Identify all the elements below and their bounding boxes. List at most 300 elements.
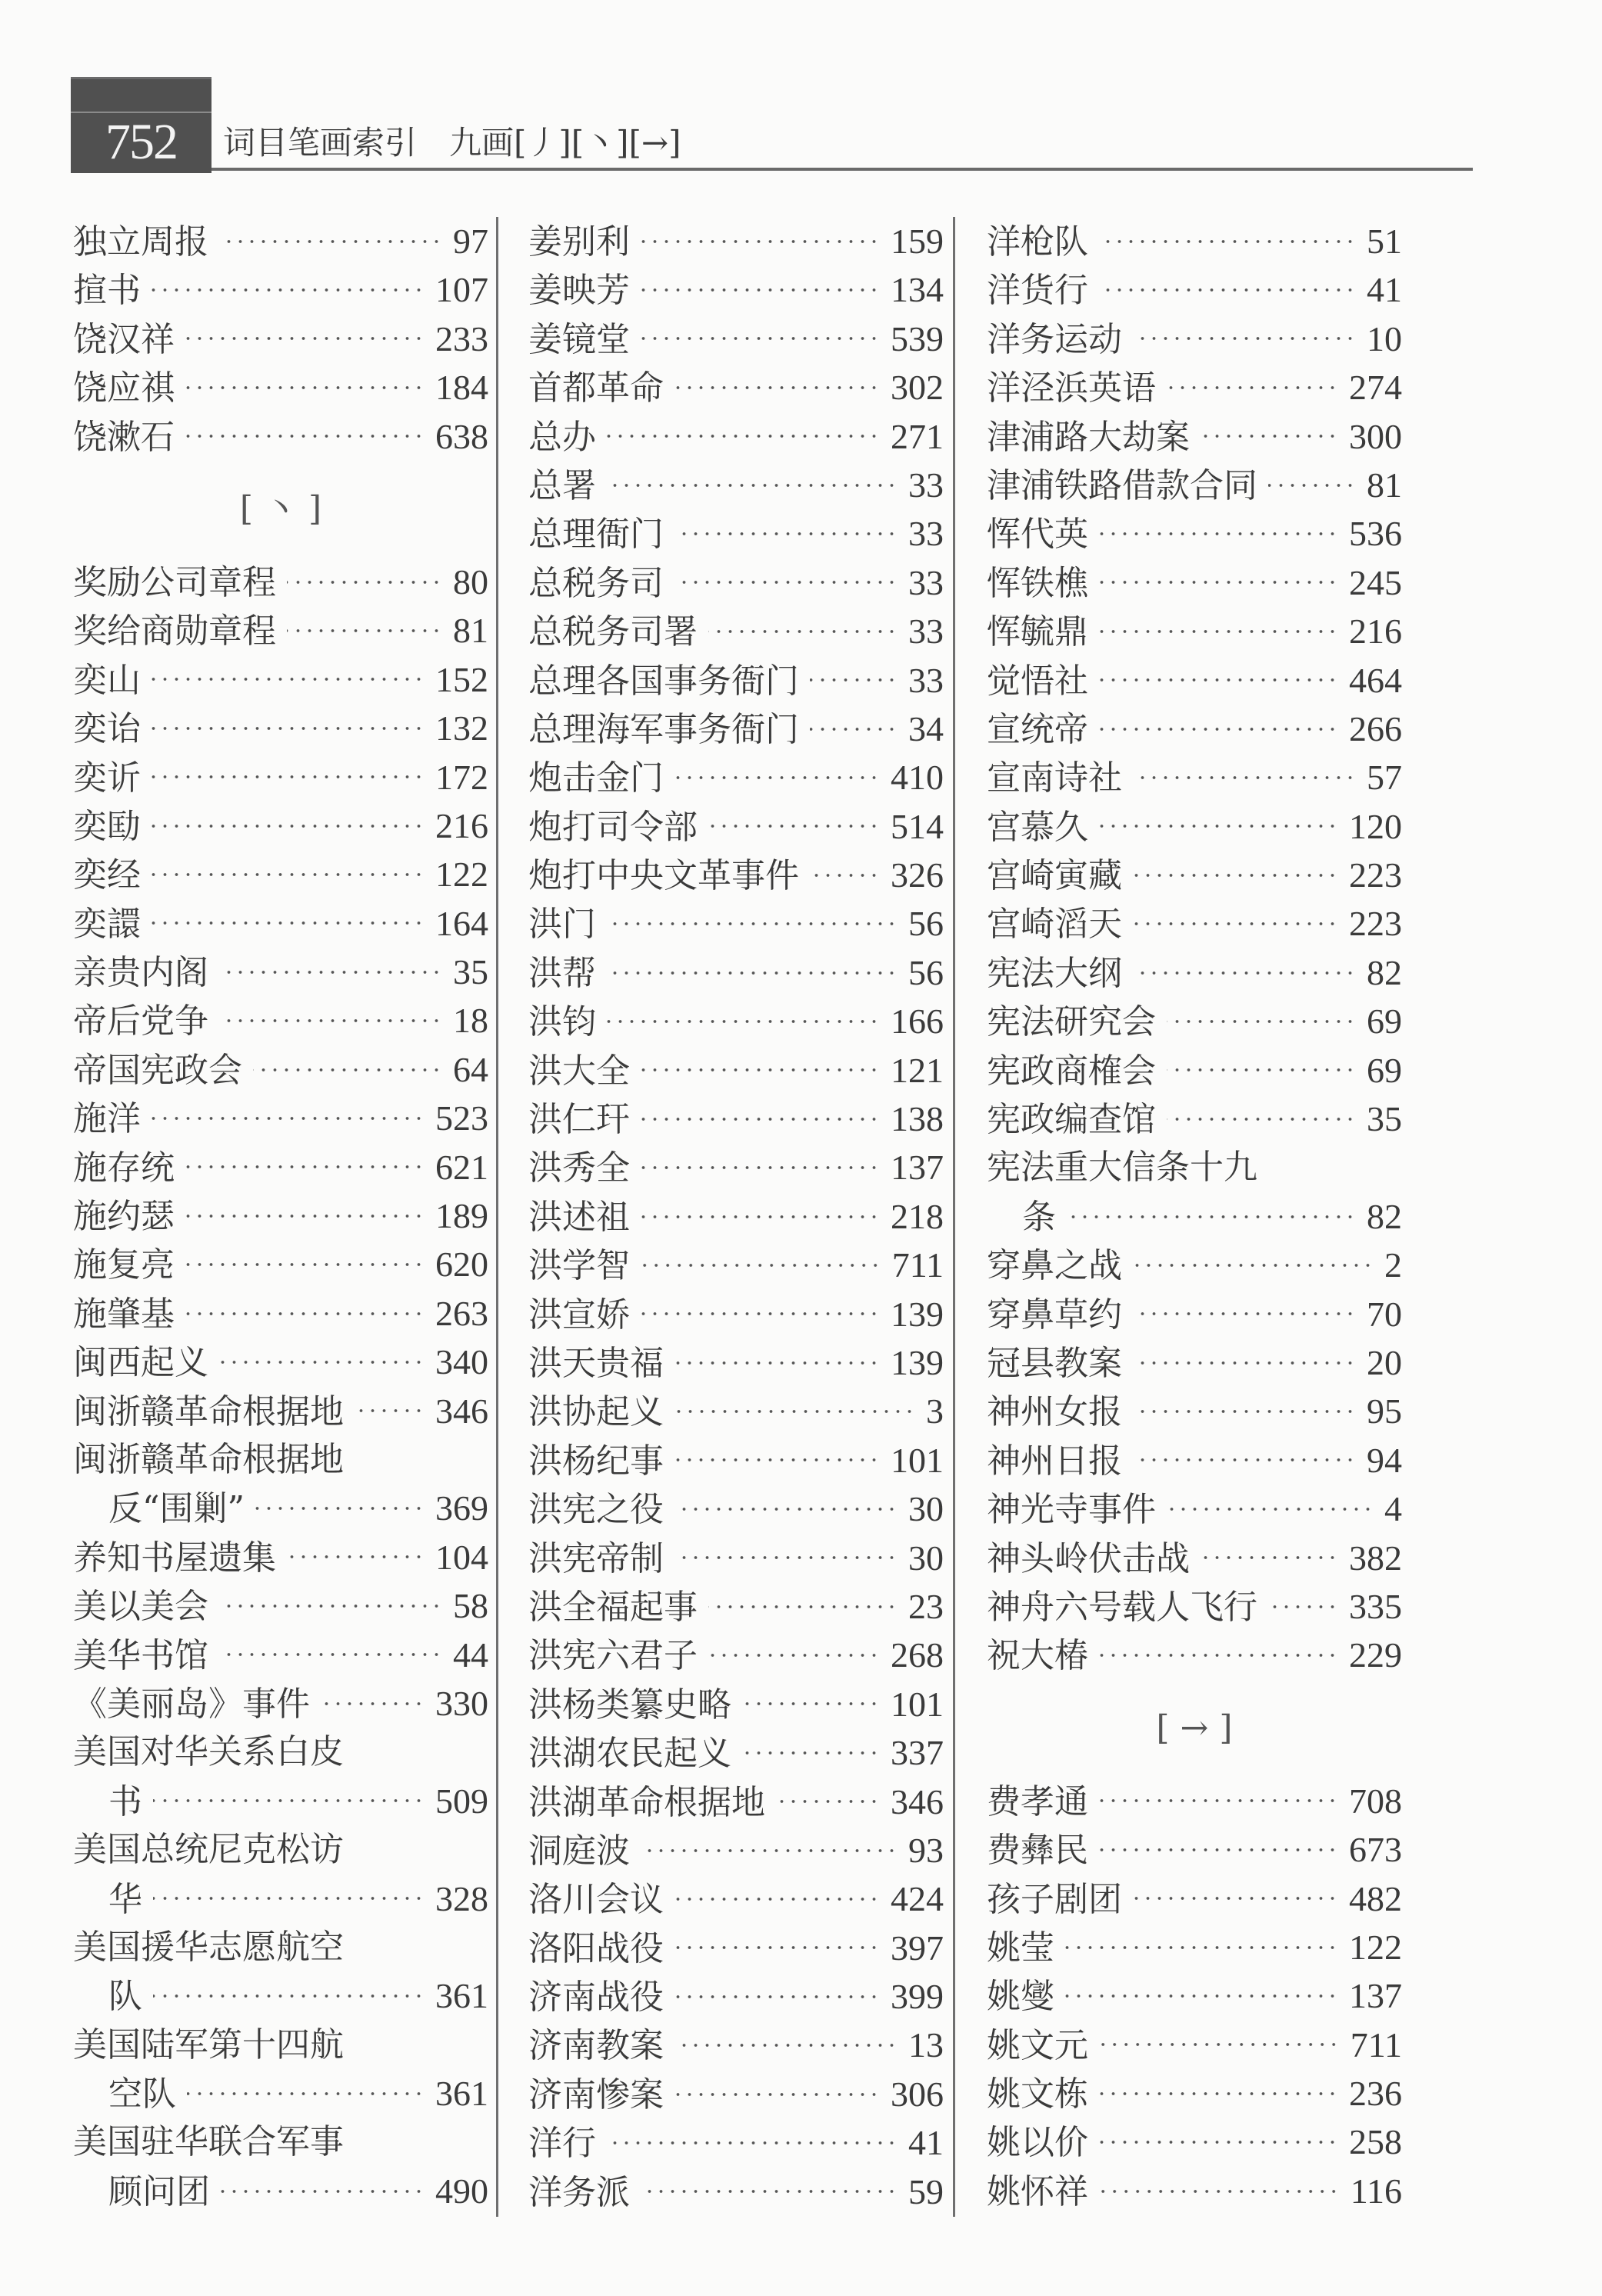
entry-term: 洋行 — [528, 2124, 596, 2164]
dot-leader — [1201, 432, 1338, 440]
entry-term: 《美丽岛》事件 — [73, 1684, 310, 1724]
entry-page-number: 172 — [435, 757, 488, 797]
index-entry — [73, 1191, 488, 1240]
dot-leader — [674, 2041, 898, 2049]
dot-leader — [641, 335, 880, 342]
entry-term: 孩子剧团 — [987, 1879, 1122, 1919]
entry-page-number: 509 — [435, 1781, 488, 1821]
header-rule — [211, 168, 1473, 171]
entry-page-number: 189 — [435, 1196, 488, 1236]
entry-page-number: 539 — [891, 318, 944, 358]
index-entry-wrapped-head — [987, 1143, 1402, 1191]
entry-page-number: 216 — [1349, 611, 1402, 651]
dot-leader — [674, 530, 898, 538]
index-entry — [987, 217, 1402, 265]
entry-page-number: 621 — [435, 1147, 488, 1187]
entry-term: 施存统 — [73, 1148, 175, 1188]
entry-page-number: 116 — [1350, 2171, 1402, 2211]
entry-page-number: 30 — [908, 1538, 944, 1578]
index-entry — [73, 996, 488, 1045]
index-entry — [73, 1045, 488, 1094]
dot-leader — [355, 1407, 425, 1415]
dot-leader — [185, 1163, 425, 1171]
entry-term: 洪大全 — [528, 1051, 630, 1091]
index-entry — [987, 607, 1402, 655]
dot-leader — [321, 1700, 425, 1708]
column-divider — [953, 217, 955, 2217]
entry-term: 奖励公司章程 — [73, 562, 276, 602]
entry-term: 津浦铁路借款合同 — [987, 465, 1257, 505]
dot-leader — [152, 919, 425, 927]
entry-term: 恽铁樵 — [987, 563, 1088, 603]
dot-leader — [187, 2090, 425, 2098]
index-entry — [528, 1095, 944, 1143]
entry-term: 奖给商勋章程 — [73, 611, 276, 651]
index-entry — [528, 412, 944, 461]
dot-leader — [152, 871, 425, 878]
entry-term: 总理衙门 — [528, 515, 664, 555]
entry-term: 神州日报 — [987, 1441, 1122, 1481]
index-entry — [528, 265, 944, 314]
dot-leader — [1268, 482, 1356, 489]
entry-term: 顾问团 — [108, 2171, 210, 2211]
index-entry — [987, 412, 1402, 461]
dot-leader — [1167, 1066, 1356, 1074]
entry-term: 饶应祺 — [73, 368, 175, 408]
index-entry — [528, 217, 944, 265]
entry-term: 恽代英 — [987, 515, 1088, 555]
entry-term: 神头岭伏击战 — [987, 1538, 1190, 1578]
dot-leader — [1099, 1651, 1338, 1659]
dot-leader — [287, 1553, 425, 1561]
entry-page-number: 711 — [1350, 2024, 1402, 2064]
index-entry — [73, 1874, 488, 1923]
dot-leader — [1099, 238, 1356, 245]
entry-term: 洪宪帝制 — [528, 1538, 664, 1578]
entry-page-number: 20 — [1367, 1342, 1402, 1382]
index-entry — [528, 1631, 944, 1679]
entry-page-number: 482 — [1349, 1878, 1402, 1918]
dot-leader — [1133, 774, 1356, 781]
entry-term: 书 — [108, 1781, 142, 1821]
dot-leader — [1099, 676, 1338, 684]
index-entry — [528, 1046, 944, 1095]
index-entry — [73, 801, 488, 850]
dot-leader — [674, 1554, 898, 1561]
index-entry — [73, 899, 488, 948]
entry-term: 宪法研究会 — [987, 1002, 1156, 1042]
entry-page-number: 258 — [1349, 2122, 1402, 2162]
entry-page-number: 101 — [891, 1684, 944, 1724]
dot-leader — [1099, 1797, 1338, 1804]
entry-term: 姚怀祥 — [987, 2171, 1088, 2211]
entry-term: 施肇基 — [73, 1294, 175, 1334]
dot-leader — [1133, 1894, 1338, 1902]
entry-term: 神光寺事件 — [987, 1490, 1156, 1530]
entry-term: 姚文元 — [987, 2025, 1088, 2065]
index-entry — [987, 1631, 1402, 1679]
entry-page-number: 397 — [891, 1928, 944, 1968]
index-entry — [73, 2167, 488, 2215]
index-entry — [528, 1972, 944, 2021]
index-entry — [528, 509, 944, 558]
entry-page-number: 33 — [908, 562, 944, 602]
entry-page-number: 708 — [1349, 1781, 1402, 1821]
dot-leader — [1133, 1408, 1356, 1415]
entry-term: 洪全福起事 — [528, 1587, 698, 1627]
entry-page-number: 33 — [908, 514, 944, 554]
entry-page-number: 337 — [891, 1733, 944, 1773]
entry-term: 洪宣娇 — [528, 1295, 630, 1335]
dot-leader — [1133, 1261, 1374, 1269]
dot-leader — [219, 1358, 425, 1366]
entry-page-number: 382 — [1349, 1538, 1402, 1578]
entry-page-number: 69 — [1367, 1050, 1402, 1090]
index-entry — [528, 1728, 944, 1777]
entry-page-number: 300 — [1349, 416, 1402, 456]
entry-page-number: 35 — [453, 952, 488, 992]
dot-leader — [607, 482, 898, 489]
entry-page-number: 711 — [891, 1245, 944, 1285]
entry-page-number: 268 — [891, 1635, 944, 1675]
dot-leader — [1167, 1018, 1356, 1025]
entry-page-number: 35 — [1367, 1099, 1402, 1139]
entry-page-number: 330 — [435, 1683, 488, 1723]
dot-leader — [776, 1798, 880, 1805]
index-entry — [987, 2118, 1402, 2166]
entry-page-number: 3 — [926, 1391, 944, 1431]
entry-term: 洋务运动 — [987, 319, 1122, 359]
dot-leader — [1133, 1310, 1356, 1318]
entry-term: 洛阳战役 — [528, 1928, 664, 1968]
dot-leader — [152, 822, 425, 830]
entry-term: 祝大椿 — [987, 1636, 1088, 1676]
index-entry — [528, 753, 944, 801]
index-entry — [528, 705, 944, 753]
dot-leader — [1065, 1992, 1338, 2000]
index-column-1 — [73, 217, 488, 2215]
dot-leader — [641, 2188, 898, 2195]
entry-term: 饶汉祥 — [73, 319, 175, 359]
entry-term: 洪湖革命根据地 — [528, 1782, 765, 1822]
index-entry — [987, 2069, 1402, 2118]
entry-term: 洪杨类纂史略 — [528, 1685, 731, 1724]
entry-term: 费孝通 — [987, 1781, 1088, 1821]
entry-term: 觉悟社 — [987, 661, 1088, 701]
dot-leader — [1133, 920, 1338, 928]
dot-leader — [1099, 822, 1338, 830]
dot-leader — [1067, 1213, 1356, 1221]
index-entry — [73, 1581, 488, 1630]
entry-page-number: 121 — [891, 1050, 944, 1090]
column-divider — [496, 217, 498, 2217]
entry-term: 揎书 — [73, 271, 141, 311]
dot-leader — [185, 1212, 425, 1220]
entry-page-number: 93 — [908, 1830, 944, 1870]
entry-page-number: 64 — [453, 1049, 488, 1089]
entry-page-number: 139 — [891, 1342, 944, 1382]
index-entry — [73, 265, 488, 314]
index-entry — [528, 558, 944, 607]
dot-leader — [674, 1359, 880, 1367]
entry-term: 神舟六号载人飞行 — [987, 1587, 1257, 1627]
stroke-section-heading: [ → ] — [1156, 1708, 1233, 1748]
dot-leader — [708, 628, 898, 635]
entry-page-number: 69 — [1367, 1001, 1402, 1041]
index-entry — [987, 1534, 1402, 1582]
entry-page-number: 673 — [1349, 1830, 1402, 1870]
entry-page-number: 33 — [908, 660, 944, 700]
entry-term: 宪政编查馆 — [987, 1100, 1156, 1140]
entry-term: 首都革命 — [528, 368, 664, 408]
entry-term: 奕譞 — [73, 904, 141, 944]
dot-leader — [152, 1115, 425, 1122]
entry-term: 总署 — [528, 465, 596, 505]
entry-page-number: 82 — [1367, 952, 1402, 992]
index-entry — [528, 1387, 944, 1435]
index-entry — [528, 899, 944, 948]
index-entry — [528, 656, 944, 705]
entry-page-number: 10 — [1367, 318, 1402, 358]
entry-term: 总理海军事务衙门 — [528, 709, 799, 749]
index-entry — [73, 412, 488, 461]
dot-leader — [1133, 1456, 1356, 1464]
entry-page-number: 490 — [435, 2171, 488, 2211]
entry-term: 闽浙赣革命根据地 — [73, 1439, 344, 1479]
index-entry — [73, 1777, 488, 1825]
entry-page-number: 236 — [1349, 2074, 1402, 2114]
entry-term: 洪宪之役 — [528, 1490, 664, 1530]
entry-term: 济南教案 — [528, 2026, 664, 2066]
stroke-section-heading: [ 丶 ] — [239, 488, 322, 528]
index-entry — [528, 1924, 944, 1972]
entry-term: 洛川会议 — [528, 1880, 664, 1920]
index-entry — [987, 558, 1402, 607]
index-entry — [73, 606, 488, 655]
dot-leader — [641, 1847, 898, 1854]
entry-term: 美国总统尼克松访 — [73, 1830, 344, 1870]
index-entry — [528, 2168, 944, 2216]
entry-term: 独立周报 — [73, 222, 208, 262]
entry-term: 洋枪队 — [987, 222, 1088, 262]
dot-leader — [219, 1017, 442, 1025]
dot-leader — [1133, 969, 1356, 977]
index-entry — [987, 656, 1402, 705]
index-entry — [528, 1338, 944, 1387]
entry-term: 洋泾浜英语 — [987, 368, 1156, 408]
entry-term: 亲贵内阁 — [73, 953, 208, 993]
index-entry — [73, 704, 488, 752]
index-entry — [987, 705, 1402, 753]
index-entry — [528, 2021, 944, 2069]
entry-page-number: 328 — [435, 1878, 488, 1918]
index-entry — [73, 753, 488, 801]
entry-term: 施洋 — [73, 1099, 141, 1139]
entry-term: 饶漱石 — [73, 417, 175, 457]
entry-term: 洪秀全 — [528, 1148, 630, 1188]
dot-leader — [742, 1749, 880, 1757]
index-column-3 — [987, 217, 1402, 2215]
dot-leader — [1099, 578, 1338, 586]
entry-term: 济南惨案 — [528, 2074, 664, 2114]
index-entry — [987, 1971, 1402, 2020]
dot-leader — [708, 822, 880, 830]
entry-page-number: 245 — [1349, 562, 1402, 602]
dot-leader — [607, 920, 898, 928]
index-entry — [528, 2070, 944, 2118]
index-entry — [528, 315, 944, 363]
dot-leader — [1099, 286, 1356, 294]
index-entry — [528, 1778, 944, 1826]
entry-page-number: 223 — [1349, 855, 1402, 895]
entry-page-number: 122 — [1349, 1927, 1402, 1967]
dot-leader — [255, 1505, 425, 1512]
entry-term: 宪政商榷会 — [987, 1051, 1156, 1091]
index-entry — [987, 461, 1402, 509]
index-entry — [987, 802, 1402, 851]
index-entry — [73, 558, 488, 606]
index-entry — [987, 315, 1402, 363]
entry-page-number: 120 — [1349, 806, 1402, 846]
dot-leader — [607, 2139, 898, 2147]
dot-leader — [810, 725, 898, 733]
index-entry — [528, 607, 944, 655]
entry-page-number: 33 — [908, 611, 944, 651]
entry-term: 洞庭波 — [528, 1831, 630, 1871]
entry-page-number: 18 — [453, 1001, 488, 1041]
dot-leader — [1099, 530, 1338, 538]
entry-page-number: 326 — [891, 855, 944, 895]
entry-term: 神州女报 — [987, 1392, 1122, 1432]
index-entry-wrapped-head — [73, 1923, 488, 1971]
dot-leader — [185, 335, 425, 342]
entry-term: 养知书屋遗集 — [73, 1538, 276, 1578]
dot-leader — [152, 675, 425, 683]
dot-leader — [641, 1310, 880, 1318]
dot-leader — [641, 1261, 881, 1269]
entry-term: 美以美会 — [73, 1587, 208, 1627]
entry-page-number: 514 — [891, 806, 944, 846]
entry-term: 炮打中央文革事件 — [528, 856, 799, 896]
entry-page-number: 271 — [891, 416, 944, 456]
entry-term: 恽毓鼎 — [987, 612, 1088, 652]
entry-term: 姚以价 — [987, 2123, 1088, 2163]
index-entry — [528, 851, 944, 899]
dot-leader — [641, 1213, 880, 1221]
index-entry — [73, 363, 488, 412]
entry-term: 姜映芳 — [528, 271, 630, 311]
entry-page-number: 229 — [1349, 1635, 1402, 1675]
entry-page-number: 34 — [908, 708, 944, 748]
dot-leader — [152, 286, 425, 294]
index-entry-wrapped-head — [73, 2021, 488, 2069]
entry-page-number: 424 — [891, 1879, 944, 1919]
index-entry — [73, 948, 488, 996]
entry-term: 条 — [1022, 1197, 1056, 1237]
entry-term: 洪杨纪事 — [528, 1441, 664, 1481]
entry-page-number: 152 — [435, 659, 488, 699]
entry-term: 洪钧 — [528, 1002, 596, 1042]
dot-leader — [152, 773, 425, 781]
entry-term: 姜镜堂 — [528, 319, 630, 359]
entry-term: 姜别利 — [528, 222, 630, 262]
entry-page-number: 166 — [891, 1001, 944, 1041]
dot-leader — [1099, 2090, 1338, 2098]
dot-leader — [1133, 335, 1356, 342]
dot-leader — [708, 1651, 880, 1659]
index-entry — [987, 1338, 1402, 1387]
entry-term: 美国陆军第十四航 — [73, 2024, 344, 2064]
dot-leader — [1099, 2041, 1340, 2048]
index-entry — [528, 1534, 944, 1582]
dot-leader — [674, 1408, 915, 1415]
index-entry-wrapped-head — [73, 1435, 488, 1484]
entry-page-number: 30 — [908, 1489, 944, 1529]
entry-page-number: 410 — [891, 758, 944, 798]
index-entry — [73, 1143, 488, 1191]
running-header — [71, 77, 1409, 169]
index-entry — [987, 1387, 1402, 1435]
entry-term: 洪仁玕 — [528, 1100, 630, 1140]
entry-page-number: 70 — [1367, 1294, 1402, 1334]
entry-page-number: 464 — [1349, 660, 1402, 700]
entry-term: 宫崎滔天 — [987, 905, 1122, 945]
entry-term: 洪门 — [528, 905, 596, 945]
entry-page-number: 95 — [1367, 1391, 1402, 1431]
dot-leader — [153, 1992, 425, 2000]
dot-leader — [153, 1797, 425, 1804]
entry-page-number: 56 — [908, 952, 944, 992]
dot-leader — [810, 676, 898, 684]
entry-term: 穿鼻草约 — [987, 1295, 1122, 1335]
dot-leader — [1201, 1554, 1338, 1561]
dot-leader — [674, 1944, 880, 1951]
entry-term: 姚燮 — [987, 1977, 1054, 2017]
entry-page-number: 306 — [891, 2074, 944, 2114]
entry-term: 宣统帝 — [987, 709, 1088, 749]
index-entry — [987, 851, 1402, 899]
dot-leader — [607, 969, 898, 977]
entry-term: 洪宪六君子 — [528, 1636, 698, 1676]
entry-term: 洋务派 — [528, 2172, 630, 2212]
entry-term: 炮击金门 — [528, 758, 664, 798]
index-entry — [987, 1485, 1402, 1533]
index-entry — [987, 1290, 1402, 1338]
entry-term: 队 — [108, 1977, 142, 2017]
index-entry — [73, 315, 488, 363]
entry-term: 总办 — [528, 417, 596, 457]
entry-page-number: 399 — [891, 1977, 944, 2017]
index-entry — [73, 850, 488, 898]
index-entry — [73, 1971, 488, 2020]
entry-page-number: 82 — [1367, 1196, 1402, 1236]
entry-page-number: 122 — [435, 855, 488, 895]
entry-page-number: 335 — [1349, 1586, 1402, 1626]
entry-page-number: 51 — [1367, 222, 1402, 261]
index-entry — [987, 753, 1402, 801]
entry-page-number: 536 — [1349, 514, 1402, 554]
entry-term: 空队 — [108, 2074, 176, 2114]
index-entry — [73, 1533, 488, 1581]
index-entry — [987, 1874, 1402, 1923]
entry-page-number: 138 — [891, 1099, 944, 1139]
entry-term: 津浦路大劫案 — [987, 417, 1190, 457]
entry-term: 宫崎寅藏 — [987, 856, 1122, 896]
entry-page-number: 218 — [891, 1196, 944, 1236]
entry-page-number: 101 — [891, 1440, 944, 1480]
index-entry — [528, 1485, 944, 1533]
dot-leader — [674, 578, 898, 586]
